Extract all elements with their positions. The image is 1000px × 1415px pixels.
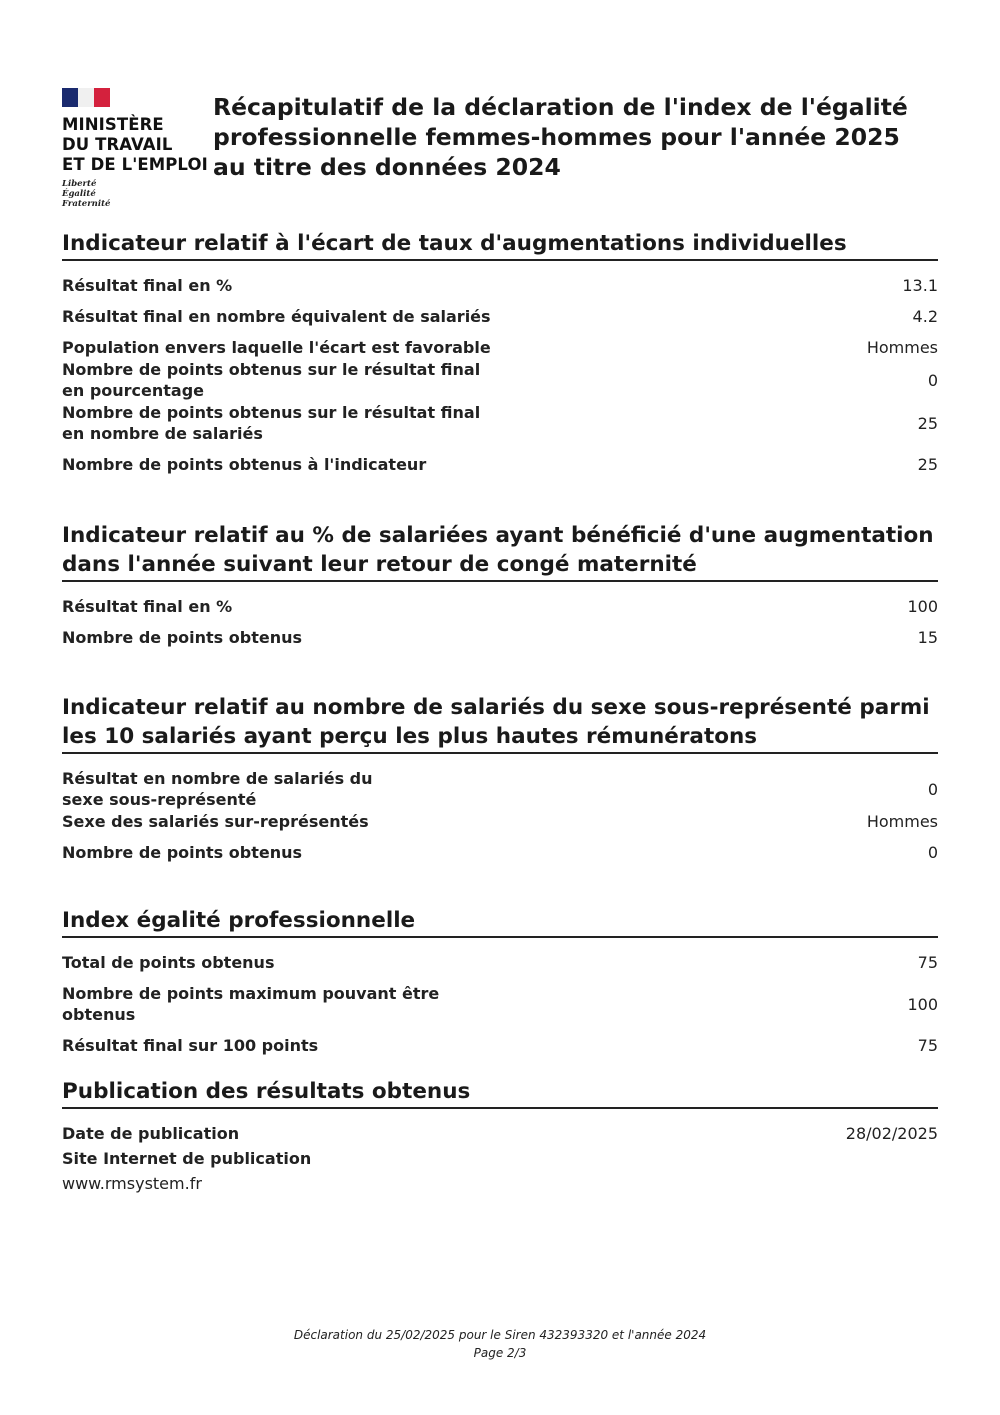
result-row	[62, 359, 938, 401]
ministry-logo	[62, 88, 212, 209]
republic-motto: Liberté Égalité Fraternité	[62, 179, 111, 209]
result-row	[62, 811, 938, 832]
result-label: Population envers laquelle l'écart est favorable	[62, 338, 491, 357]
result-value: 100	[907, 597, 938, 616]
result-row	[62, 596, 938, 617]
result-row	[62, 1123, 938, 1144]
result-label: Résultat final en %	[62, 276, 233, 295]
result-value: 0	[927, 843, 938, 862]
result-value: 100	[907, 994, 938, 1014]
result-row	[62, 627, 938, 648]
ministry-name: MINISTÈRE DU TRAVAIL ET DE L'EMPLOI	[62, 115, 208, 174]
result-label: Site Internet de publication	[62, 1149, 312, 1168]
result-value: 75	[917, 953, 938, 972]
result-label: Date de publication	[62, 1124, 240, 1143]
result-value: 75	[917, 1036, 938, 1055]
section-publication	[62, 1077, 938, 1194]
document-title: Récapitulatif de la déclaration de l'index de l'égalité professionnelle femmes-hommes pour l'année 2025 au titre des données 2024	[213, 93, 908, 181]
result-row	[62, 275, 938, 296]
result-value: Hommes	[866, 338, 938, 357]
section-maternity-leave	[62, 521, 938, 658]
result-value: 25	[917, 413, 938, 433]
result-row	[62, 402, 938, 444]
result-row	[62, 306, 938, 327]
result-label: Nombre de points obtenus sur le résultat final en pourcentage	[62, 360, 481, 400]
result-label: Résultat final en nombre équivalent de salariés	[62, 307, 491, 326]
result-label: Nombre de points maximum pouvant être obtenus	[62, 984, 440, 1024]
result-row	[62, 1148, 938, 1169]
page-footer	[0, 1326, 1000, 1362]
section-equality-index	[62, 906, 938, 1066]
result-row	[62, 768, 938, 810]
declaration-line: Déclaration du 25/02/2025 pour le Siren 432393320 et l'année 2024	[293, 1328, 707, 1342]
result-label: Nombre de points obtenus	[62, 843, 303, 862]
section-title: Indicateur relatif au nombre de salariés du sexe sous-représenté parmi les 10 salariés ayant perçu les plus hautes rémunératons	[62, 693, 938, 754]
marianne-flag-icon	[62, 88, 110, 107]
result-value: 13.1	[902, 276, 938, 295]
page-number: Page 2/3	[473, 1346, 527, 1360]
result-value: 0	[927, 370, 938, 390]
result-label: Résultat final sur 100 points	[62, 1036, 319, 1055]
section-title: Index égalité professionnelle	[62, 906, 938, 938]
result-label: Nombre de points obtenus sur le résultat final en nombre de salariés	[62, 403, 481, 443]
section-title: Indicateur relatif à l'écart de taux d'augmentations individuelles	[62, 229, 938, 261]
result-value: 4.2	[912, 307, 938, 326]
result-label: Résultat en nombre de salariés du sexe sous-représenté	[62, 769, 373, 809]
result-label: Sexe des salariés sur-représentés	[62, 812, 369, 831]
result-label: Nombre de points obtenus à l'indicateur	[62, 455, 427, 474]
section-title: Indicateur relatif au % de salariées ayant bénéficié d'une augmentation dans l'année suivant leur retour de congé maternité	[62, 521, 938, 582]
result-label: Nombre de points obtenus	[62, 628, 303, 647]
result-value: Hommes	[866, 812, 938, 831]
publication-website: www.rmsystem.fr	[62, 1174, 202, 1193]
result-row	[62, 454, 938, 475]
result-label: Total de points obtenus	[62, 953, 275, 972]
result-row	[62, 1035, 938, 1056]
section-highest-salaries	[62, 693, 938, 873]
result-value: 0	[927, 779, 938, 799]
result-row	[62, 983, 938, 1025]
section-individual-raises	[62, 229, 938, 485]
result-value: 25	[917, 455, 938, 474]
result-label: Résultat final en %	[62, 597, 233, 616]
result-value: 15	[917, 628, 938, 647]
result-row	[62, 842, 938, 863]
result-row	[62, 952, 938, 973]
publication-date: 28/02/2025	[845, 1124, 938, 1143]
section-title: Publication des résultats obtenus	[62, 1077, 938, 1109]
result-row	[62, 337, 938, 358]
